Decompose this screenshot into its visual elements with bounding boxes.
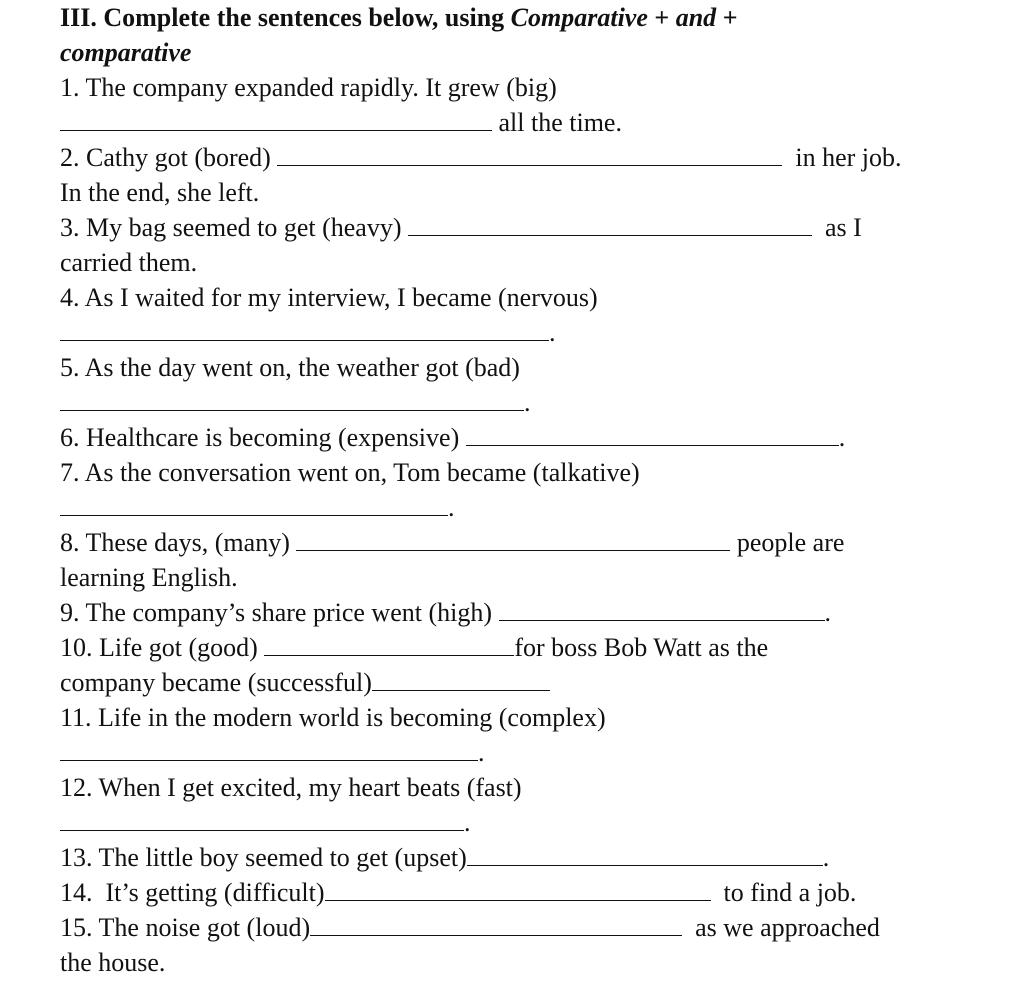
answer-blank-4[interactable]	[60, 315, 549, 341]
heading-plus: +	[716, 3, 738, 32]
exercise-text: all the time.	[498, 108, 622, 137]
answer-blank-15[interactable]	[310, 910, 682, 936]
exercise-10-cont	[60, 665, 550, 700]
exercise-text: .	[464, 808, 471, 837]
answer-blank-12[interactable]	[60, 805, 464, 831]
exercise-text: .	[838, 423, 846, 452]
exercise-text: .	[448, 493, 455, 522]
exercise-text: 10. Life got (good)	[60, 633, 265, 662]
exercise-text: In the end, she left.	[60, 178, 260, 207]
exercise-text: as we approached	[695, 913, 880, 942]
answer-blank-10a[interactable]	[264, 630, 514, 656]
answer-blank-7[interactable]	[60, 490, 448, 516]
exercise-text: 2. Cathy got (bored)	[60, 143, 278, 172]
exercise-12	[60, 770, 522, 805]
exercise-text: to find a job.	[723, 878, 857, 907]
exercise-12-cont	[60, 805, 471, 840]
exercise-11	[60, 700, 606, 735]
exercise-9	[60, 595, 831, 630]
exercise-text: learning English.	[60, 563, 238, 592]
exercise-text: people are	[736, 528, 845, 557]
answer-blank-5[interactable]	[60, 385, 524, 411]
exercise-text: 4. As I waited for my interview, I became (nervous)	[60, 283, 598, 312]
heading-comparative: Comparative	[510, 3, 648, 32]
exercise-8	[60, 525, 844, 560]
heading-and: and	[675, 3, 717, 32]
exercise-text: 9. The company’s share price went (high)	[60, 598, 499, 627]
exercise-text: .	[549, 318, 556, 347]
exercise-text: the house.	[60, 948, 166, 977]
exercise-4-cont	[60, 315, 556, 350]
exercise-4	[60, 280, 598, 315]
answer-blank-10b[interactable]	[372, 665, 550, 691]
worksheet-heading	[60, 0, 738, 35]
exercise-text: 6. Healthcare is becoming (expensive)	[60, 423, 466, 452]
exercise-text: .	[524, 388, 531, 417]
heading-plus: +	[647, 3, 676, 32]
exercise-text: carried them.	[60, 248, 198, 277]
exercise-5	[60, 350, 520, 385]
exercise-text: 3. My bag seemed to get (heavy)	[60, 213, 409, 242]
exercise-text: 13. The little boy seemed to get (upset)	[60, 843, 467, 872]
heading-comparative-2: comparative	[60, 38, 192, 67]
exercise-text: .	[822, 843, 830, 872]
exercise-1-cont	[60, 105, 622, 140]
exercise-text: 1. The company expanded rapidly. It grew (big)	[60, 73, 557, 102]
exercise-7-cont	[60, 490, 455, 525]
exercise-text: 8. These days, (many)	[60, 528, 297, 557]
exercise-text: 11. Life in the modern world is becoming (complex)	[60, 703, 606, 732]
exercise-text: .	[478, 738, 485, 767]
answer-blank-11[interactable]	[60, 735, 478, 761]
heading-text: III. Complete the sentences below, using	[60, 3, 511, 32]
exercise-text: 7. As the conversation went on, Tom became (talkative)	[60, 458, 640, 487]
worksheet-heading-cont	[60, 35, 191, 70]
exercise-6	[60, 420, 845, 455]
exercise-text: for boss Bob Watt as the	[514, 633, 769, 662]
exercise-2	[60, 140, 902, 175]
answer-blank-14[interactable]	[325, 875, 711, 901]
exercise-text: 15. The noise got (loud)	[60, 913, 311, 942]
exercise-text: in her job.	[795, 143, 902, 172]
exercise-text: .	[824, 598, 831, 627]
answer-blank-2[interactable]	[277, 140, 782, 166]
answer-blank-6[interactable]	[466, 420, 839, 446]
exercise-text: 5. As the day went on, the weather got (bad)	[60, 353, 520, 382]
exercise-10	[60, 630, 768, 665]
answer-blank-13[interactable]	[467, 840, 823, 866]
exercise-2-cont	[60, 175, 259, 210]
exercise-13	[60, 840, 829, 875]
exercise-text: 12. When I get excited, my heart beats (fast)	[60, 773, 522, 802]
exercise-11-cont	[60, 735, 485, 770]
exercise-text: as I	[825, 213, 862, 242]
exercise-15-cont	[60, 945, 165, 980]
answer-blank-1[interactable]	[60, 105, 492, 131]
exercise-text: company became (successful)	[60, 668, 372, 697]
answer-blank-9[interactable]	[499, 595, 825, 621]
exercise-3	[60, 210, 862, 245]
answer-blank-3[interactable]	[408, 210, 812, 236]
exercise-8-cont	[60, 560, 238, 595]
exercise-3-cont	[60, 245, 197, 280]
exercise-text: 14. It’s getting (difficult)	[60, 878, 325, 907]
exercise-15	[60, 910, 880, 945]
exercise-7	[60, 455, 640, 490]
exercise-5-cont	[60, 385, 531, 420]
exercise-1	[60, 70, 557, 105]
answer-blank-8[interactable]	[296, 525, 730, 551]
exercise-14	[60, 875, 856, 910]
